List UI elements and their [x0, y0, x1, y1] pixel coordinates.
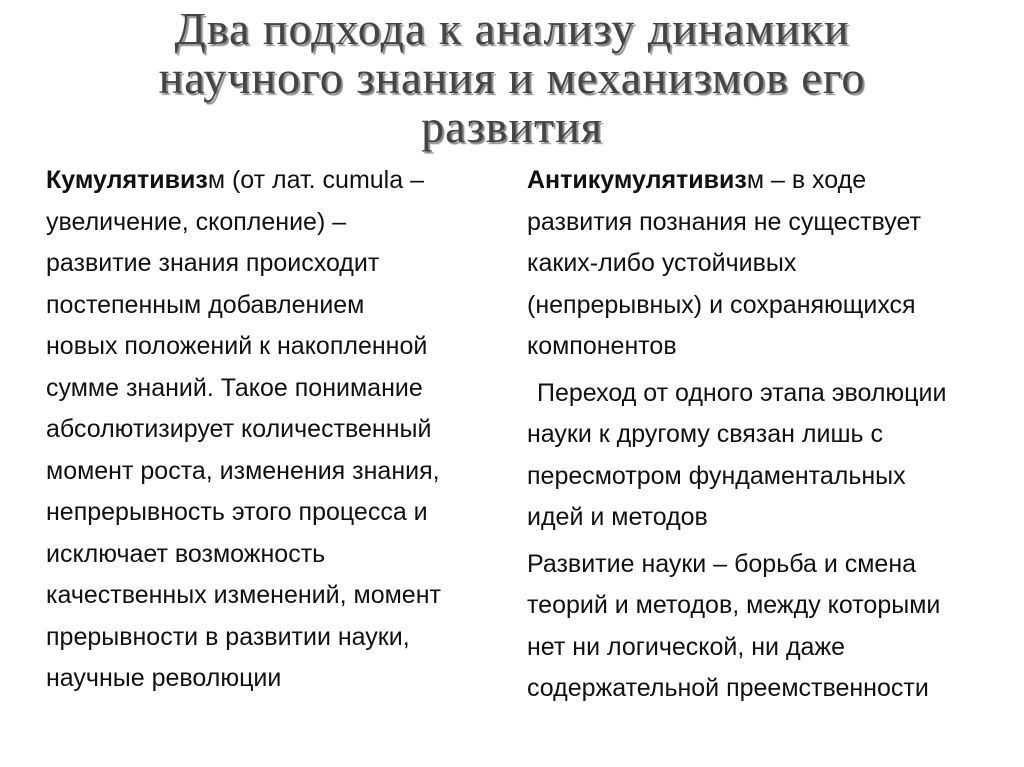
slide-title [20, 4, 1004, 151]
text-line: (непрерывных) и сохраняющихся [527, 290, 916, 319]
term-suffix: м [746, 166, 765, 194]
text-line: новых положений к накопленной [46, 332, 428, 360]
text-line: содержательной преемственности [527, 674, 929, 702]
text-line: пересмотром фундаментальных [527, 461, 906, 490]
title-line: Два подхода к анализу динамики [174, 3, 850, 54]
text-line: сумме знаний. Такое понимание [46, 373, 423, 402]
text-line: компонентов [527, 332, 677, 360]
term-anticumulativism: Антикумулятивиз [527, 166, 747, 194]
text-line: Развитие науки – борьба и смена [527, 549, 917, 578]
anticumulativism-column [527, 160, 1005, 710]
text-line [527, 160, 1005, 202]
paragraph-transition [527, 373, 1005, 539]
text-line: Переход от одного этапа эволюции [537, 378, 947, 407]
text-line: прерывности в развитии науки, [46, 622, 410, 651]
text-line: исключает возможность [46, 539, 326, 568]
text-line: научные революции [46, 664, 282, 692]
text-line: развитие знания происходит [46, 249, 380, 277]
text-line: развития познания не существует [527, 207, 921, 236]
text-line: момент роста, изменения знания, [46, 456, 440, 485]
text-line: абсолютизирует количественный [46, 415, 432, 443]
paragraph-definition [527, 160, 1005, 368]
text-line: непрерывность этого процесса и [46, 498, 428, 526]
text-line: теорий и методов, между которыми [527, 591, 941, 619]
text-line: постепенным добавлением [46, 290, 365, 319]
term-cumulativism: Кумулятивиз [46, 166, 208, 194]
term-suffix: м [207, 166, 226, 194]
text-line [46, 160, 501, 202]
title-line: развития [421, 101, 603, 152]
paragraph-development [527, 544, 1005, 710]
text-line: нет ни логической, ни даже [527, 632, 846, 661]
cumulativism-column [46, 160, 501, 700]
text-fragment: (от лат. cumula – [225, 166, 424, 194]
text-line: каких-либо устойчивых [527, 249, 797, 277]
text-fragment: – в ходе [764, 166, 867, 194]
text-line: науки к другому связан лишь с [527, 420, 883, 448]
text-line: увеличение, скопление) – [46, 207, 347, 236]
title-line: научного знания и механизмов его [158, 52, 866, 103]
text-line: качественных изменений, момент [46, 581, 441, 609]
text-line: идей и методов [527, 503, 708, 531]
